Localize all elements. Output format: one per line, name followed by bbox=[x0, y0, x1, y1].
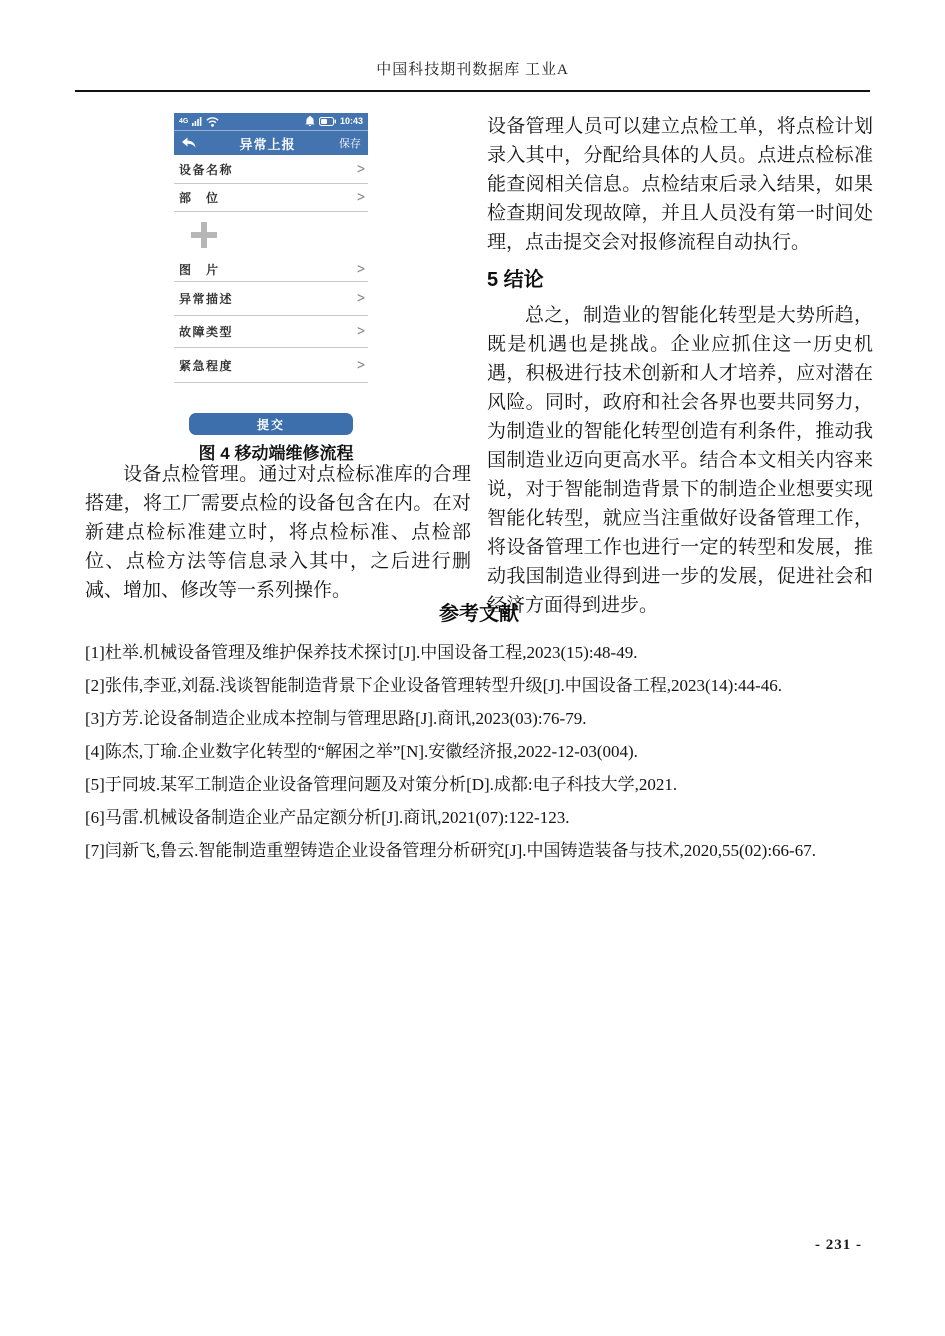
plus-icon bbox=[191, 222, 217, 248]
chevron-right-icon: > bbox=[357, 289, 365, 308]
chevron-right-icon: > bbox=[357, 260, 365, 278]
row-device-name bbox=[174, 155, 368, 184]
journal-header: 中国科技期刊数据库 工业A bbox=[376, 62, 569, 78]
right-column bbox=[487, 112, 873, 620]
row-label: 故障类型 bbox=[179, 325, 234, 339]
reference-item: [5]于同坡.某军工制造企业设备管理问题及对策分析[D].成都:电子科技大学,2021. bbox=[85, 775, 678, 794]
chevron-right-icon: > bbox=[357, 160, 365, 178]
phone-body bbox=[174, 155, 368, 435]
save-button: 保存 bbox=[338, 138, 361, 150]
network-type-label: 4G bbox=[179, 118, 189, 125]
row-fault-type bbox=[174, 316, 368, 348]
row-picture bbox=[174, 257, 368, 282]
signal-bars-icon bbox=[192, 117, 202, 126]
notification-bell-icon bbox=[305, 116, 315, 127]
figure-caption: 图 4 移动端维修流程 bbox=[198, 444, 354, 463]
battery-icon bbox=[319, 117, 336, 126]
paragraph: 设备点检管理。通过对点检标准库的合理搭建，将工厂需要点检的设备包含在内。在对新建点检标准建立时，将点检标准、点检部位、点检方法等信息录入其中，之后进行删减、增加、修改等一系列操作。 bbox=[85, 464, 471, 601]
header-rule bbox=[75, 90, 870, 92]
references-section bbox=[85, 597, 873, 867]
page-number: - 231 - bbox=[815, 1237, 862, 1253]
references-list bbox=[85, 636, 873, 867]
phone-nav-bar bbox=[174, 130, 368, 155]
reference-item: [3]方芳.论设备制造企业成本控制与管理思路[J].商讯,2023(03):76-79. bbox=[85, 709, 587, 728]
submit-button: 提交 bbox=[189, 413, 353, 435]
phone-screen-title: 异常上报 bbox=[239, 136, 296, 152]
reference-item: [2]张伟,李亚,刘磊.浅谈智能制造背景下企业设备管理转型升级[J].中国设备工程,2023(14):44-46. bbox=[85, 676, 782, 695]
row-label: 部 位 bbox=[179, 191, 220, 205]
add-photo-area bbox=[174, 212, 368, 257]
row-label: 异常描述 bbox=[179, 292, 234, 306]
chevron-right-icon: > bbox=[357, 188, 365, 207]
paragraph: 设备管理人员可以建立点检工单，将点检计划录入其中，分配给具体的人员。点进点检标准能查阅相关信息。点检结束后录入结果，如果检查期间发现故障，并且人员没有第一时间处理，点击提交会对报修流程自动执行。 bbox=[487, 116, 873, 253]
back-arrow-icon bbox=[181, 137, 196, 149]
figure-phone-mockup bbox=[174, 113, 368, 435]
reference-item: [4]陈杰,丁瑜.企业数字化转型的“解困之举”[N].安徽经济报,2022-12-03(004). bbox=[85, 742, 638, 761]
row-part bbox=[174, 184, 368, 212]
row-label: 图 片 bbox=[179, 262, 220, 277]
clock-time: 10:43 bbox=[339, 116, 363, 126]
references-heading: 参考文献 bbox=[439, 603, 519, 625]
section-heading-conclusion: 5 结论 bbox=[487, 269, 544, 291]
chevron-right-icon: > bbox=[357, 322, 365, 341]
phone-status-bar bbox=[174, 113, 368, 130]
row-urgency-level bbox=[174, 348, 368, 383]
paragraph: 总之，制造业的智能化转型是大势所趋，既是机遇也是挑战。企业应抓住这一历史机遇，积极进行技术创新和人才培养，应对潜在风险。同时，政府和社会各界也要共同努力，为制造业的智能化转型创造有利条件，推动我国制造业迈向更高水平。结合本文相关内容来说，对于智能制造背景下的制造企业想要实现智能化转型，就应当注重做好设备管理工作，将设备管理工作也进行一定的转型和发展，推动我国制造业得到进一步的发展，促进社会和经济方面得到进步。 bbox=[487, 305, 873, 616]
reference-item: [6]马雷.机械设备制造企业产品定额分析[J].商讯,2021(07):122-123. bbox=[85, 808, 570, 827]
chevron-right-icon: > bbox=[357, 356, 365, 374]
reference-item: [7]闫新飞,鲁云.智能制造重塑铸造企业设备管理分析研究[J].中国铸造装备与技术,2020,55(02):66-67. bbox=[85, 841, 816, 860]
row-label: 设备名称 bbox=[179, 162, 234, 177]
row-abnormal-description bbox=[174, 282, 368, 316]
row-label: 紧急程度 bbox=[179, 358, 234, 373]
wifi-icon bbox=[206, 117, 219, 127]
left-column bbox=[85, 460, 471, 605]
reference-item: [1]杜举.机械设备管理及维护保养技术探讨[J].中国设备工程,2023(15):48-49. bbox=[85, 643, 638, 662]
